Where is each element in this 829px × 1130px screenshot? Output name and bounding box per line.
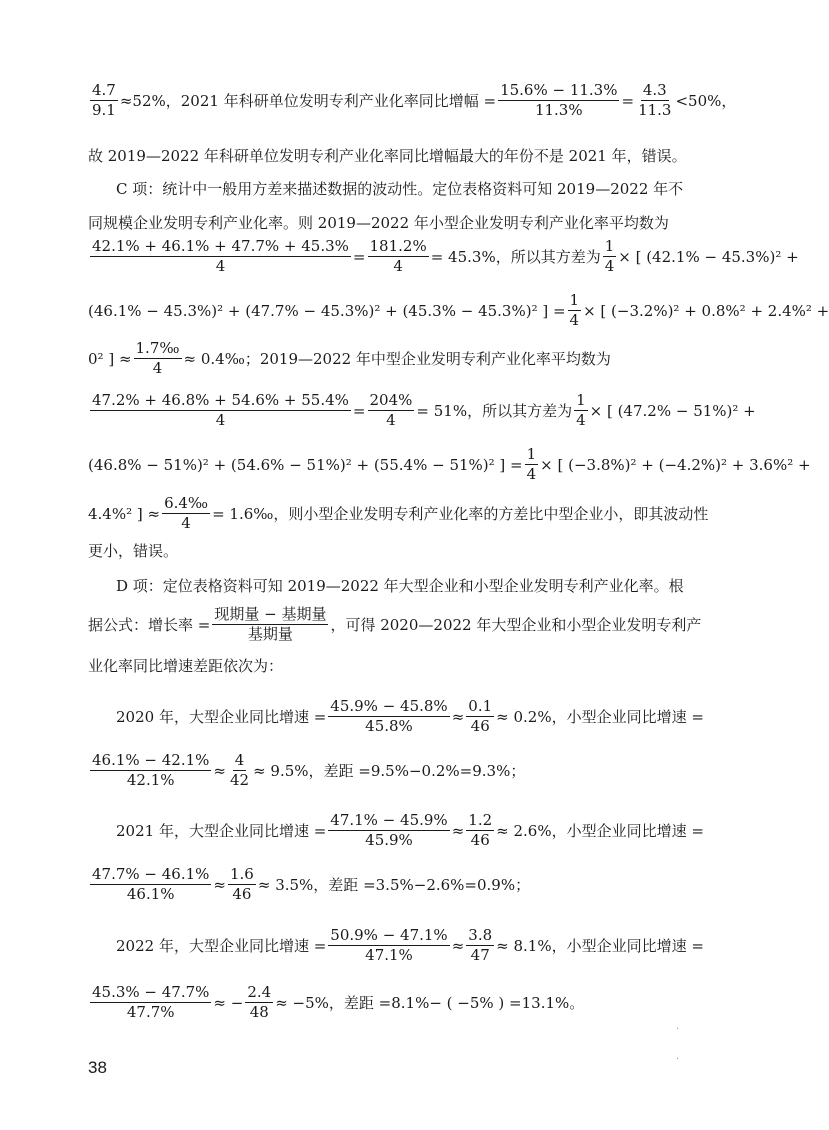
text: × [ (−3.8%)² + (−4.2%)² + 3.6%² + [540, 455, 811, 474]
line-11 [88, 540, 718, 561]
text: 2022 年，大型企业同比增速 = [116, 937, 327, 956]
text: × [ (47.2% − 51%)² + [589, 401, 756, 420]
text: ≈ 8.1%，小型企业同比增速 = [496, 937, 704, 956]
fraction: $\frac{204\%}{4}$ [369, 391, 413, 430]
text: C 项：统计中一般用方差来描述数据的波动性。定位表格资料可知 2019—2022 年不 [116, 180, 684, 198]
fraction: $\frac{6.4‰}{4}$ [164, 494, 209, 533]
text: ≈ [451, 821, 465, 840]
text: (46.8% − 51%)² + (54.6% − 51%)² + (55.4% − 51%)² ] = [88, 455, 523, 474]
text: ≈ [213, 875, 226, 894]
fraction: $\frac{2.4}{48}$ [247, 983, 272, 1022]
text: = 51%，所以其方差为 [416, 402, 573, 421]
text: ≈ 3.5%，差距 =3.5%−2.6%=0.9%； [257, 876, 531, 895]
line-17 [116, 812, 718, 850]
fraction: $\frac{46.1\% - 42.1\%}{42.1\%}$ [92, 751, 210, 790]
text: ≈ [213, 761, 226, 780]
fraction: $\frac{3.8}{47}$ [468, 926, 493, 965]
fraction: $\frac{42.1\% + 46.1\% + 47.7\% + 45.3\%}{4}$ [92, 237, 349, 276]
fraction: $\frac{50.9\% - 47.1\%}{47.1\%}$ [330, 926, 448, 965]
fraction: $\frac{1}{4}$ [604, 237, 615, 276]
text: 据公式：增长率 = [88, 616, 211, 635]
fraction: $\frac{1.6}{46}$ [230, 865, 254, 904]
fraction: $\frac{45.3\% - 47.7\%}{47.7\%}$ [92, 983, 210, 1022]
fraction: $\frac{47.2\% + 46.8\% + 54.6\% + 55.4\%}{4}$ [92, 391, 349, 430]
text: 同规模企业发明专利产业化率。则 2019—2022 年小型企业发明专利产业化率平均数为 [88, 214, 669, 232]
text: ，可得 2020—2022 年大型企业和小型企业发明专利产 [330, 616, 702, 635]
text: 2020 年，大型企业同比增速 = [116, 708, 327, 727]
text: = 1.6‰，则小型企业发明专利产业化率的方差比中型企业小，即其波动性 [212, 505, 709, 524]
fraction: $\frac{1.7‰}{4}$ [135, 339, 180, 378]
text: 0² ] ≈ [88, 349, 132, 368]
line-8 [88, 391, 756, 430]
line-4 [88, 212, 718, 233]
text: ≈ 2.6%，小型企业同比增速 = [496, 822, 704, 841]
scan-speck: · [676, 1054, 680, 1065]
line-19 [116, 927, 718, 965]
line-10 [88, 495, 718, 533]
fraction: $\frac{\text{现期量 − 基期量}}{\text{基期量}}$ [214, 605, 327, 644]
text: ≈52%，2021 年科研单位发明专利产业化率同比增幅 = [119, 92, 497, 111]
line-16 [88, 752, 718, 790]
line-5 [88, 237, 799, 276]
fraction: $\frac{47.7\% - 46.1\%}{46.1\%}$ [92, 865, 210, 904]
text: = [352, 401, 366, 420]
fraction: $\frac{181.2\%}{4}$ [369, 237, 427, 276]
line-12 [116, 575, 718, 596]
text: × [ (−3.2%)² + 0.8%² + 2.4%² + [583, 301, 829, 320]
text: ≈ 0.4‰；2019—2022 年中型企业发明专利产业化率平均数为 [183, 350, 611, 369]
text: ≈ [451, 936, 465, 955]
text: 业化率同比增速差距依次为： [88, 657, 284, 675]
scan-speck: · [676, 1024, 680, 1035]
text: × [ (42.1% − 45.3%)² + [618, 247, 799, 266]
text: 故 2019—2022 年科研单位发明专利产业化率同比增幅最大的年份不是 2021 年，错误。 [88, 147, 687, 165]
line-9 [88, 445, 811, 484]
text: = 45.3%，所以其方差为 [430, 248, 601, 267]
text: (46.1% − 45.3%)² + (47.7% − 45.3%)² + (45.3% − 45.3%)² ] = [88, 301, 566, 320]
fraction: $\frac{45.9\% - 45.8\%}{45.8\%}$ [330, 697, 448, 736]
text: D 项：定位表格资料可知 2019—2022 年大型企业和小型企业发明专利产业化率。根 [116, 577, 684, 595]
line-15 [116, 698, 718, 736]
text: 2021 年，大型企业同比增速 = [116, 822, 327, 841]
line-1 [88, 81, 737, 120]
fraction: $\frac{15.6\% - 11.3\%}{11.3\%}$ [500, 81, 618, 120]
text: ≈ 0.2%，小型企业同比增速 = [496, 708, 704, 727]
line-3 [116, 178, 718, 199]
line-13 [88, 606, 718, 644]
fraction: $\frac{4}{42}$ [230, 751, 250, 790]
fraction: $\frac{1.2}{46}$ [468, 811, 493, 850]
line-7 [88, 340, 718, 378]
text: ≈ −5%，差距 =8.1%− ( −5% ) =13.1%。 [275, 994, 585, 1013]
fraction: $\frac{4.7}{9.1}$ [92, 81, 116, 120]
line-18 [88, 866, 718, 904]
fraction: $\frac{47.1\% - 45.9\%}{45.9\%}$ [330, 811, 448, 850]
fraction: $\frac{1}{4}$ [526, 445, 537, 484]
fraction: $\frac{0.1}{46}$ [468, 697, 493, 736]
fraction: $\frac{1}{4}$ [576, 391, 586, 430]
line-6 [88, 291, 829, 330]
fraction: $\frac{4.3}{11.3}$ [638, 81, 672, 120]
text: 更小，错误。 [88, 542, 179, 560]
page-number: 38 [88, 1058, 107, 1077]
text: 4.4%² ] ≈ [88, 504, 161, 523]
line-14 [88, 655, 718, 676]
text: = [352, 247, 366, 266]
fraction: $\frac{1}{4}$ [569, 291, 580, 330]
text: <50%， [675, 92, 737, 111]
text: ≈ [451, 707, 465, 726]
text: = [621, 91, 635, 110]
line-2 [88, 145, 718, 166]
text: ≈ − [213, 993, 244, 1012]
text: ≈ 9.5%，差距 =9.5%−0.2%=9.3%； [253, 762, 526, 781]
line-20 [88, 984, 718, 1022]
